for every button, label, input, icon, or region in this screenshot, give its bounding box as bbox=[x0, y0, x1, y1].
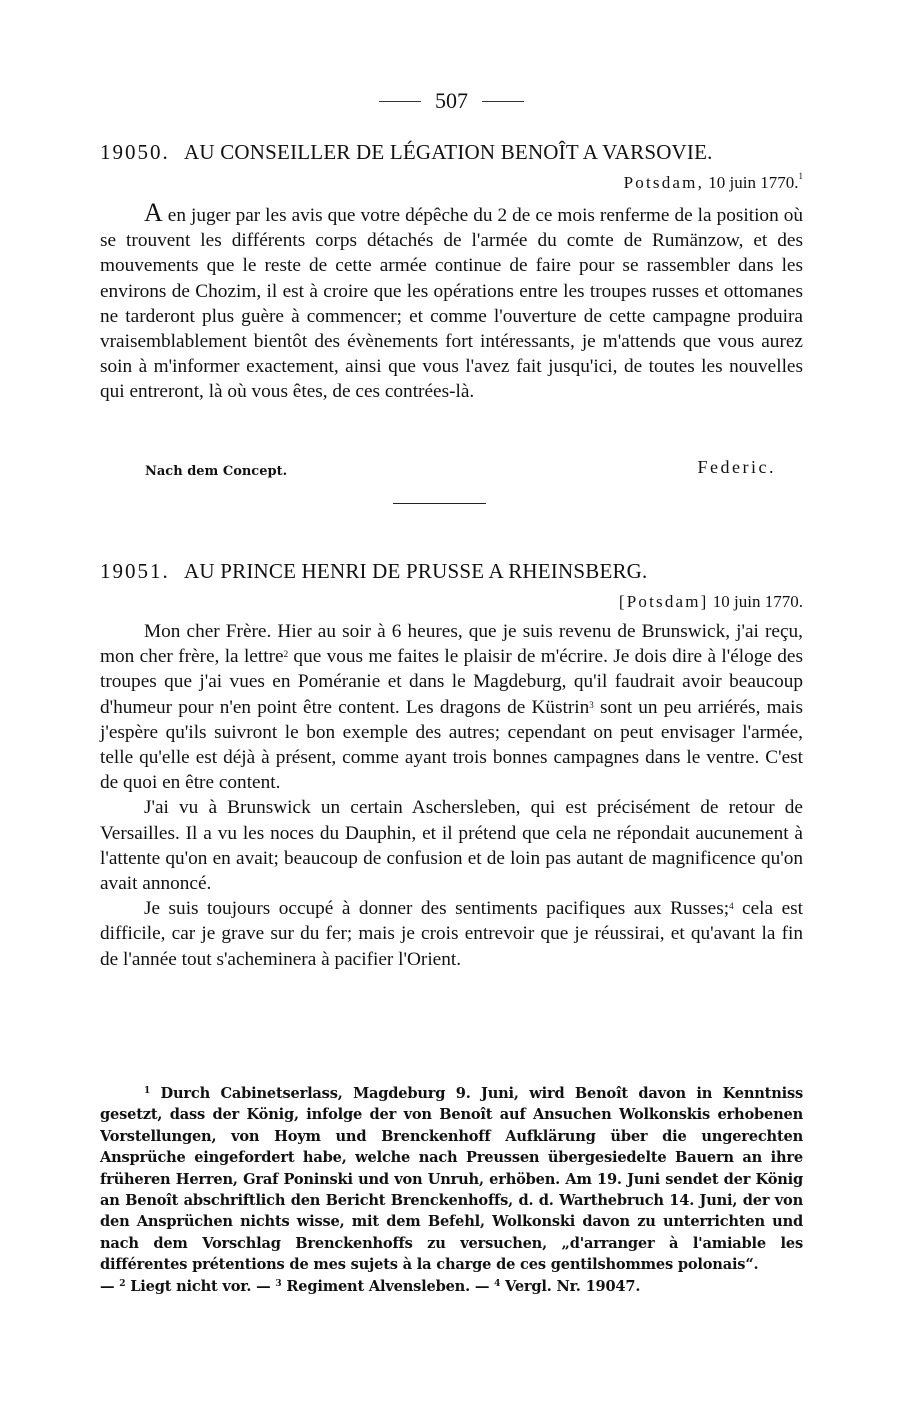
letter-1-heading bbox=[100, 140, 803, 165]
section-divider bbox=[393, 503, 486, 504]
letter-2-dateline bbox=[619, 592, 803, 612]
letter-1-title: AU CONSEILLER DE LÉGATION BENOÎT A VARSOVIE. bbox=[184, 140, 713, 164]
letter-1-number: 19050. bbox=[100, 140, 170, 164]
footnotes-2-4: — $^2$ Liegt nicht vor. — $^3$ Regiment Alvensleben. — $^4$ Vergl. Nr. 19047. bbox=[100, 1277, 641, 1295]
footnote-3-mark: 3 bbox=[275, 1278, 282, 1289]
footnote-ref-4: 4 bbox=[729, 901, 734, 912]
signature: Federic. bbox=[697, 457, 776, 477]
letter-1-dateline bbox=[624, 173, 803, 193]
footnote-ref-3: 3 bbox=[589, 699, 594, 710]
letter-2-title: AU PRINCE HENRI DE PRUSSE A RHEINSBERG. bbox=[184, 559, 648, 583]
letter-1-body bbox=[100, 200, 803, 405]
footnotes bbox=[100, 1083, 803, 1297]
letter-2-body bbox=[100, 619, 803, 972]
letter-2-date: 10 juin 1770. bbox=[712, 592, 803, 611]
page-header bbox=[100, 88, 803, 114]
footnote-2-mark: 2 bbox=[119, 1278, 126, 1289]
letter-2-number: 19051. bbox=[100, 559, 170, 583]
letter-2-paragraph-2: J'ai vu à Brunswick un certain Aschersleben, qui est précisément de retour de Versailles. Il a vu les noces du Dauphin, et il prétend que cela ne répondait aucunement à l'attente qu'on en avait; beaucoup de confusion et de loin pas autant de magnificence qu'on avait annoncé. bbox=[100, 797, 803, 895]
page-number: 507 bbox=[435, 88, 468, 113]
source-note: Nach dem Concept. bbox=[145, 464, 288, 479]
footnote-ref-1: 1 bbox=[798, 171, 803, 181]
footnote-1: $^1$ Durch Cabinetserlass, Magdeburg 9. Juni, wird Benoît davon in Kenntniss gesetzt, dass der König, infolge der von Benoît auf Ansuchen Wolkonskis erhobenen Vorstellungen, von Hoym und Brenckenhoff Aufklärung über die ungerechten Ansprüche eingefordert habe, welche nach Preussen übergesiedelte Bauern an ihre früheren Herren, Graf Poninski und von Unruh, erhöben. Am 19. Juni sendet der König an Benoît abschriftlich den Bericht Brenckenhoffs, d. d. Warthebruch 14. Juni, der von den Ansprüchen nichts wisse, mit dem Befehl, Wolkonski davon zu unterrichten und nach dem Vorschlag Brenckenhoffs zu versuchen, „d'arranger à l'amiable les différentes prétentions de mes sujets à la charge de ces gentilshommes polonais“. bbox=[100, 1085, 803, 1274]
drop-cap: A bbox=[144, 198, 163, 227]
footnote-ref-2: 2 bbox=[283, 649, 289, 660]
letter-1-paragraph: A en juger par les avis que votre dépêche du 2 de ce mois renferme de la position où se trouvent les différents corps détachés de l'armée du comte de Rumänzow, et des mouvements que le reste de cette armée continue de faire pour se rassembler dans les environs de Chozim, il est à croire que les opérations entre les troupes russes et ottomanes ne tarderont plus guère à commencer; et comme l'ouverture de cette campagne produira vraisemblablement bientôt des évènements fort intéressants, je m'attends que vous aurez soin à m'informer exactement, ainsi que vous l'avez fait jusqu'ici, de toutes les nouvelles qui entreront, là où vous êtes, de ces contrées-là. bbox=[100, 198, 803, 403]
footnote-4: Vergl. Nr. 19047. bbox=[500, 1277, 641, 1295]
letter-1-date: 10 juin 1770. bbox=[708, 173, 799, 192]
footnote-3: Regiment Alvensleben. bbox=[281, 1277, 470, 1295]
footnote-2: Liegt nicht vor. bbox=[125, 1277, 252, 1295]
header-dash-right bbox=[482, 101, 524, 102]
header-dash-left bbox=[379, 101, 421, 102]
letter-2-paragraph-1: Mon cher Frère. Hier au soir à 6 heures, que je suis revenu de Brunswick, j'ai reçu, mon cher frère, la lettre$^2$ que vous me faites le plaisir de m'écrire. Je dois dire à l'éloge des troupes que j'ai vues en Poméranie et dans le Magdeburg, qu'il faudrait avoir beaucoup d'humeur pour n'en point être content. Les dragons de Küstrin$^3$ sont un peu arriérés, mais j'espère qu'ils suivront le bon exemple des autres; cependant on peut envisager l'armée, telle qu'elle est déjà à présent, comme ayant trois bonnes campagnes dans le ventre. C'est de quoi en être content. bbox=[100, 621, 803, 794]
letter-2-place: [Potsdam] bbox=[618, 592, 709, 611]
letter-2-paragraph-3: Je suis toujours occupé à donner des sentiments pacifiques aux Russes;$^4$ cela est difficile, car je grave sur du fer; mais je crois entrevoir que je réussirai, et qu'avant la fin de l'année tout s'acheminera à pacifier l'Orient. bbox=[100, 898, 803, 970]
footnote-4-mark: 4 bbox=[494, 1278, 501, 1289]
letter-1-place: Potsdam, bbox=[623, 173, 705, 192]
letter-2-heading bbox=[100, 559, 803, 584]
